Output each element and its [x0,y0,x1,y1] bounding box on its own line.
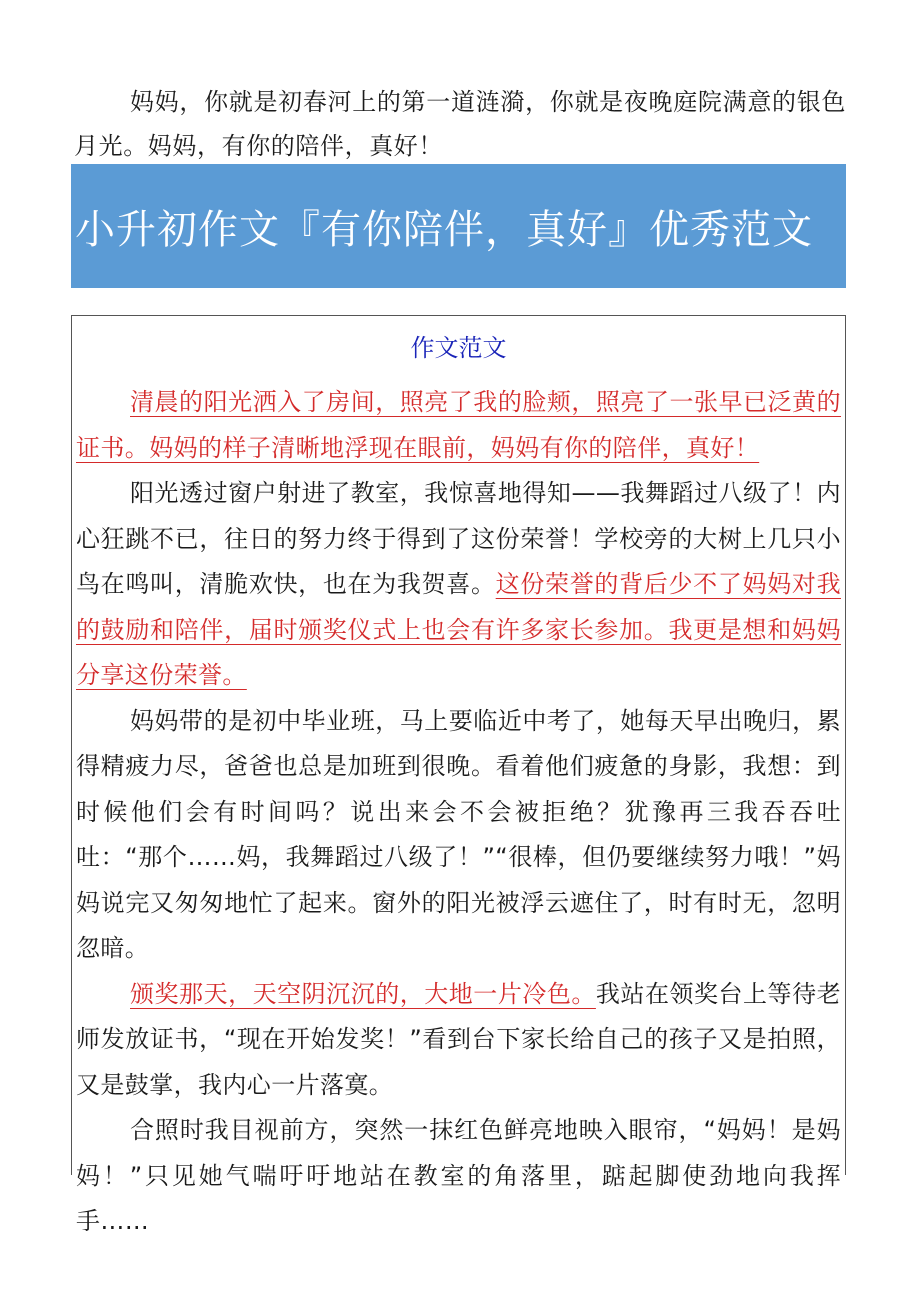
highlighted-sentence: 这份荣誉的背后少不了妈妈对我的鼓励和陪伴，届时颁奖仪式上也会有许多家长参加。我更是想和妈妈分享这份荣誉。 [76,570,841,689]
essay-paragraph-2 [76,471,841,699]
intro-paragraph: 妈妈，你就是初春河上的第一道涟漪，你就是夜晚庭院满意的银色月光。妈妈，有你的陪伴，真好！ [74,88,846,160]
essay-heading: 作文范文 [410,334,507,362]
essay-body [76,380,841,1245]
paragraph-text: 我站在领奖台上等待老师发放证书，“现在开始发奖！”看到台下家长给自己的孩子又是拍照，又是鼓掌，我内心一片落寞。 [76,979,841,1099]
essay-paragraph-3: 妈妈带的是初中毕业班，马上要临近中考了，她每天早出晚归，累得精疲力尽，爸爸也总是加班到很晚。看着他们疲惫的身影，我想：到时候他们会有时间吗？说出来会不会被拒绝？犹豫再三我吞吞吐吐：“那个……妈，我舞蹈过八级了！”“很棒，但仍要继续努力哦！”妈妈说完又匆匆地忙了起来。窗外的阳光被浮云遮住了，时有时无，忽明忽暗。 [76,706,841,962]
highlighted-sentence: 颁奖那天，天空阴沉沉的，大地一片冷色。 [130,979,596,1008]
essay-paragraph-5: 合照时我目视前方，突然一抹红色鲜亮地映入眼帘，“妈妈！是妈妈！”只见她气喘吁吁地站在教室的角落里，踮起脚使劲地向我挥手…… [76,1116,842,1235]
paragraph-text: 阳光透过窗户射进了教室，我惊喜地得知——我舞蹈过八级了！内心狂跳不已，往日的努力终于得到了这份荣誉！学校旁的大树上几只小鸟在鸣叫，清脆欢快，也在为我贺喜。 [76,479,841,598]
essay-box [71,315,846,1235]
highlighted-sentence: 清晨的阳光洒入了房间，照亮了我的脸颊，照亮了一张早已泛黄的证书。妈妈的样子清晰地浮现在眼前，妈妈有你的陪伴，真好！ [76,388,841,462]
essay-paragraph-4 [76,972,841,1109]
essay-paragraph-1 [76,380,841,471]
page-title: 小升初作文『有你陪伴，真好』优秀范文 [75,206,813,253]
title-banner [71,164,846,288]
